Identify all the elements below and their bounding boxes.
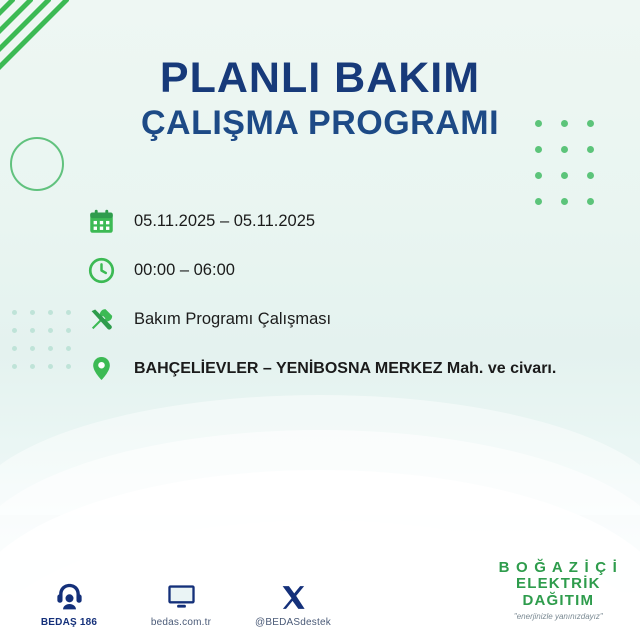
brand-line-1: B O Ğ A Z İ Ç İ <box>498 558 618 576</box>
footer-contact-items <box>26 578 336 628</box>
tools-icon <box>84 306 118 333</box>
footer-item-website[interactable] <box>138 578 224 628</box>
page-subtitle: ÇALIŞMA PROGRAMI <box>140 104 500 143</box>
brand-slogan: "enerjinizle yanınızdayız" <box>513 612 603 622</box>
headset-icon <box>26 578 112 612</box>
clock-icon <box>84 257 118 284</box>
brand-logo <box>499 560 618 622</box>
footer-item-call-center[interactable] <box>26 578 112 628</box>
page-title: PLANLI BAKIM <box>159 54 481 102</box>
footer-item-social[interactable] <box>250 578 336 628</box>
x-social-icon <box>250 578 336 612</box>
maintenance-info-list <box>84 198 624 394</box>
info-row-time <box>84 247 624 294</box>
maintenance-time-range: 00:00 – 06:00 <box>134 261 235 279</box>
info-row-location <box>84 345 624 392</box>
footer-label-website: bedas.com.tr <box>150 617 212 628</box>
calendar-icon <box>84 208 118 235</box>
brand-line-3: DAĞITIM <box>522 592 595 610</box>
footer-label-social: @BEDASdestek <box>255 617 331 628</box>
maintenance-work-type: Bakım Programı Çalışması <box>134 310 332 328</box>
monitor-icon <box>138 578 224 612</box>
info-row-date <box>84 198 624 245</box>
circle-outline-decoration <box>10 137 64 191</box>
poster-heading <box>0 55 640 143</box>
dot-grid-left-decoration <box>12 310 84 382</box>
footer <box>0 535 640 640</box>
maintenance-location: BAHÇELİEVLER – YENİBOSNA MERKEZ Mah. ve civarı. <box>134 359 557 377</box>
brand-line-2: ELEKTRİK <box>516 575 601 593</box>
info-row-worktype <box>84 296 624 343</box>
location-pin-icon <box>84 355 118 382</box>
maintenance-date-range: 05.11.2025 – 05.11.2025 <box>134 212 316 230</box>
footer-label-call-center: BEDAŞ 186 <box>40 617 98 628</box>
